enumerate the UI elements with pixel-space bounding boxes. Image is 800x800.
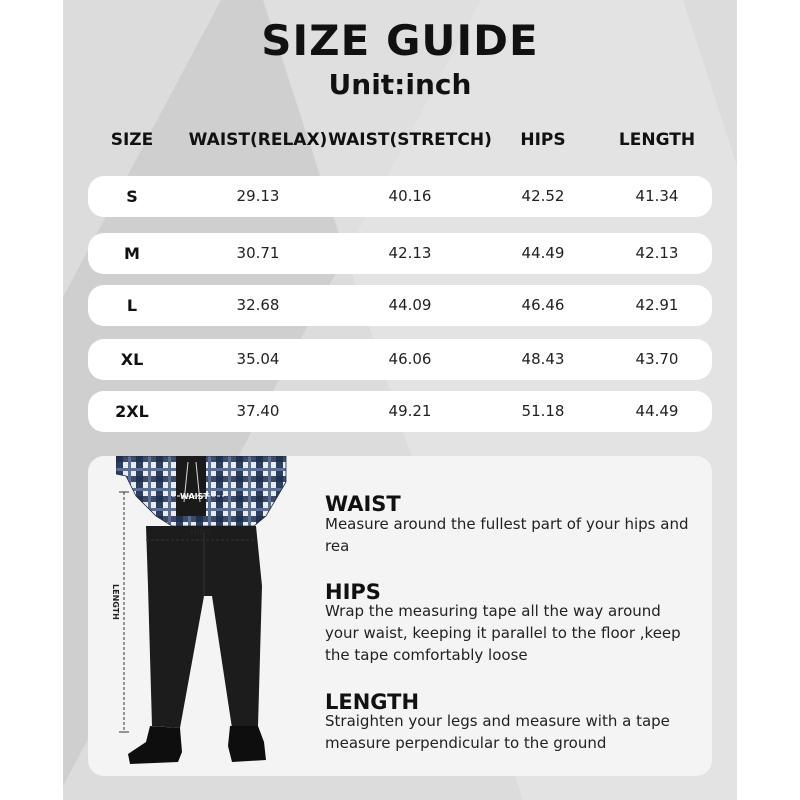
hips-figure-label: HIPS (190, 528, 212, 537)
column-header-length: LENGTH (618, 130, 696, 150)
waist-stretch-cell: 49.21 (388, 402, 432, 420)
length-cell: 43.70 (635, 350, 679, 368)
unit-subtitle: Unit:inch (328, 68, 472, 101)
hips-instruction: Wrap the measuring tape all the way around your waist, keeping it parallel to the floor ,keep the tape comfortably loose (325, 602, 681, 664)
waist-stretch-cell: 44.09 (388, 296, 432, 314)
length-cell: 44.49 (635, 402, 679, 420)
hips-cell: 44.49 (521, 244, 565, 262)
size-cell: S (126, 187, 138, 206)
waist-stretch-cell: 42.13 (388, 244, 432, 262)
model-figure (111, 456, 306, 776)
waist-stretch-cell: 46.06 (388, 350, 432, 368)
column-header-waist-relax: WAIST(RELAX) (188, 130, 328, 150)
measurement-card (88, 456, 712, 776)
hips-cell: 42.52 (521, 187, 565, 205)
table-row (88, 176, 712, 217)
table-row (88, 339, 712, 380)
size-cell: M (124, 244, 140, 263)
table-row (88, 285, 712, 326)
size-cell: L (126, 296, 138, 315)
waist-heading: WAIST (325, 492, 401, 516)
length-cell: 42.91 (635, 296, 679, 314)
size-cell: 2XL (115, 402, 149, 421)
waist-instruction: Measure around the fullest part of your hips and rea (325, 515, 689, 555)
column-header-size: SIZE (110, 130, 154, 150)
length-heading: LENGTH (325, 690, 420, 714)
hips-heading: HIPS (325, 580, 381, 604)
size-cell: XL (120, 350, 144, 369)
waist-relax-cell: 29.13 (236, 187, 280, 205)
waist-figure-label: WAIST (180, 492, 209, 501)
hips-cell: 48.43 (521, 350, 565, 368)
column-header-hips: HIPS (520, 130, 566, 150)
hips-cell: 46.46 (521, 296, 565, 314)
length-cell: 41.34 (635, 187, 679, 205)
pants-model-illustration (116, 456, 306, 776)
length-cell: 42.13 (635, 244, 679, 262)
table-row (88, 233, 712, 274)
length-instruction: Straighten your legs and measure with a tape measure perpendicular to the ground (325, 712, 670, 752)
page-title: SIZE GUIDE (261, 16, 539, 65)
length-figure-label: LENGTH (111, 584, 120, 620)
table-row (88, 391, 712, 432)
column-header-waist-stretch: WAIST(STRETCH) (328, 130, 492, 150)
hips-cell: 51.18 (521, 402, 565, 420)
waist-relax-cell: 35.04 (236, 350, 280, 368)
waist-relax-cell: 32.68 (236, 296, 280, 314)
waist-relax-cell: 30.71 (236, 244, 280, 262)
waist-relax-cell: 37.40 (236, 402, 280, 420)
waist-stretch-cell: 40.16 (388, 187, 432, 205)
